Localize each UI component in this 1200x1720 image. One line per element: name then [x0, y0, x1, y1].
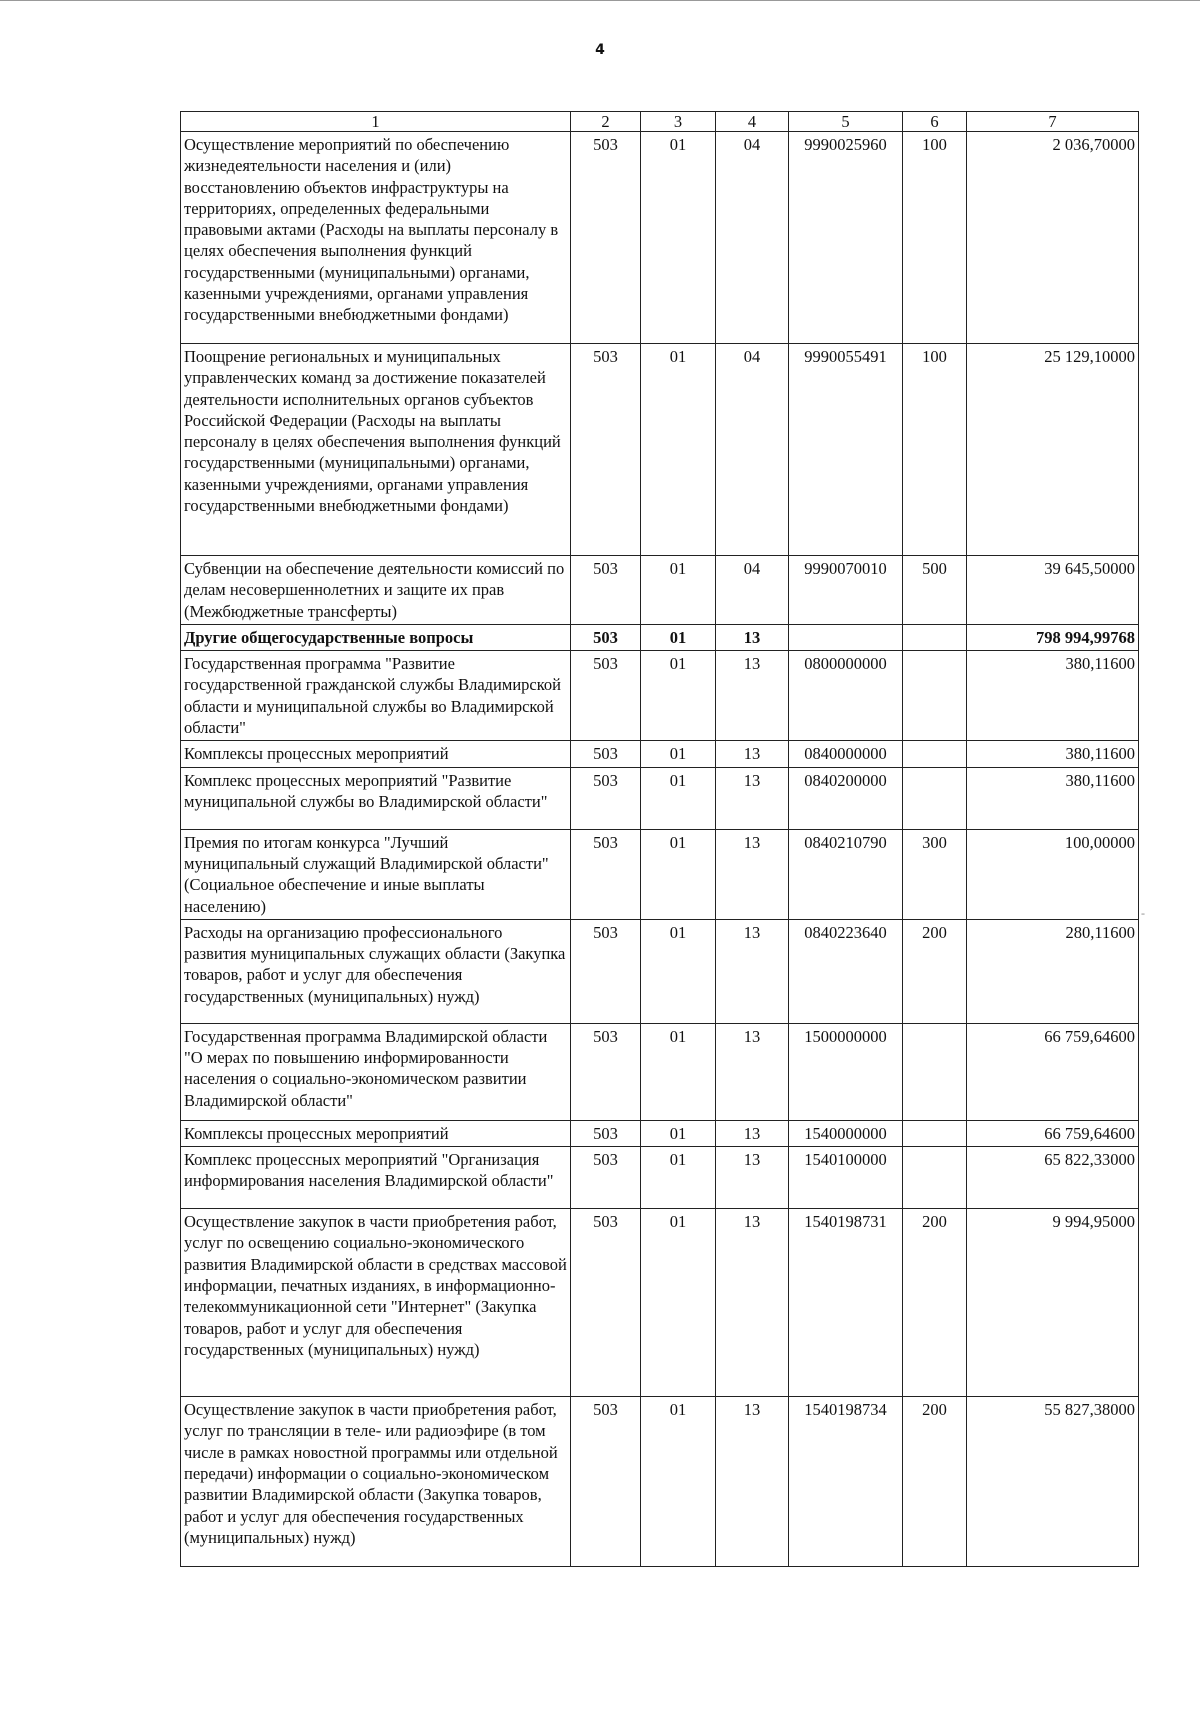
row-code-col3: 01 [641, 919, 716, 1023]
row-description: Осуществление закупок в части приобретения работ, услуг по трансляции в теле- или радиоэфире (в том числе в рамках новостной программы или отдельной передачи) информации о социально-экономическом развитии Владимирской области (Закупка товаров, работ и услуг для обеспечения государственных (муниципальных) нужд) [181, 1397, 571, 1567]
table-row [181, 624, 1139, 650]
row-amount: 39 645,50000 [967, 556, 1139, 625]
table-row [181, 767, 1139, 829]
row-code-col4: 04 [716, 556, 789, 625]
row-description: Комплекс процессных мероприятий "Организация информирования населения Владимирской области" [181, 1147, 571, 1209]
row-amount: 65 822,33000 [967, 1147, 1139, 1209]
row-code-col2: 503 [571, 624, 641, 650]
row-code-col6 [903, 1147, 967, 1209]
table-row [181, 741, 1139, 767]
row-description: Другие общегосударственные вопросы [181, 624, 571, 650]
row-description: Расходы на организацию профессионального развития муниципальных служащих области (Закупка товаров, работ и услуг для обеспечения государственных (муниципальных) нужд) [181, 919, 571, 1023]
row-description: Осуществление закупок в части приобретения работ, услуг по освещению социально-экономического развития Владимирской области в средствах массовой информации, печатных изданиях, в информационно-телекоммуникационной сети "Интернет" (Закупка товаров, работ и услуг для обеспечения государственных (муниципальных) нужд) [181, 1209, 571, 1397]
row-code-col6: 200 [903, 1209, 967, 1397]
row-code-col6: 500 [903, 556, 967, 625]
row-amount: 380,11600 [967, 651, 1139, 741]
row-code-col4: 13 [716, 624, 789, 650]
top-edge-rule [0, 0, 1200, 1]
row-code-col2: 503 [571, 1023, 641, 1120]
row-code-col3: 01 [641, 132, 716, 344]
row-code-col4: 13 [716, 829, 789, 919]
scan-mark: - [1141, 906, 1145, 920]
budget-table [180, 111, 1139, 1567]
row-code-col5: 9990070010 [789, 556, 903, 625]
row-code-col5: 0840210790 [789, 829, 903, 919]
row-code-col4: 13 [716, 1023, 789, 1120]
table-row [181, 1147, 1139, 1209]
row-description: Комплексы процессных мероприятий [181, 1120, 571, 1146]
page-number: 4 [595, 42, 605, 58]
row-description: Государственная программа "Развитие государственной гражданской службы Владимирской области и муниципальной службы во Владимирской области" [181, 651, 571, 741]
row-description: Комплексы процессных мероприятий [181, 741, 571, 767]
row-code-col6: 200 [903, 919, 967, 1023]
column-number: 5 [789, 112, 903, 132]
row-code-col3: 01 [641, 556, 716, 625]
table-row [181, 132, 1139, 344]
row-code-col4: 13 [716, 767, 789, 829]
row-code-col2: 503 [571, 1209, 641, 1397]
row-code-col3: 01 [641, 344, 716, 556]
table-body [181, 132, 1139, 1567]
row-code-col4: 13 [716, 1120, 789, 1146]
row-code-col5: 1540198734 [789, 1397, 903, 1567]
row-amount: 280,11600 [967, 919, 1139, 1023]
row-code-col4: 13 [716, 741, 789, 767]
column-number: 2 [571, 112, 641, 132]
row-amount: 798 994,99768 [967, 624, 1139, 650]
column-number-row [181, 112, 1139, 132]
row-code-col6: 200 [903, 1397, 967, 1567]
row-code-col3: 01 [641, 1147, 716, 1209]
row-code-col2: 503 [571, 132, 641, 344]
row-description: Субвенции на обеспечение деятельности комиссий по делам несовершеннолетних и защите их прав (Межбюджетные трансферты) [181, 556, 571, 625]
row-code-col3: 01 [641, 829, 716, 919]
table-row [181, 556, 1139, 625]
row-description: Осуществление мероприятий по обеспечению жизнедеятельности населения и (или) восстановлению объектов инфраструктуры на территориях, определенных федеральными правовыми актами (Расходы на выплаты персоналу в целях обеспечения выполнения функций государственными (муниципальными) органами, казенными учреждениями, органами управления государственными внебюджетными фондами) [181, 132, 571, 344]
row-description: Государственная программа Владимирской области "О мерах по повышению информированности населения о социально-экономическом развитии Владимирской области" [181, 1023, 571, 1120]
row-code-col3: 01 [641, 1120, 716, 1146]
table-row [181, 829, 1139, 919]
row-code-col2: 503 [571, 919, 641, 1023]
row-code-col6 [903, 1120, 967, 1146]
row-description: Премия по итогам конкурса "Лучший муниципальный служащий Владимирской области" (Социальное обеспечение и иные выплаты населению) [181, 829, 571, 919]
row-code-col4: 13 [716, 651, 789, 741]
row-code-col5: 9990055491 [789, 344, 903, 556]
row-code-col2: 503 [571, 651, 641, 741]
row-code-col5: 0840200000 [789, 767, 903, 829]
table-row [181, 651, 1139, 741]
row-code-col6 [903, 624, 967, 650]
row-code-col2: 503 [571, 767, 641, 829]
row-amount: 380,11600 [967, 767, 1139, 829]
row-code-col4: 04 [716, 132, 789, 344]
row-code-col4: 13 [716, 1397, 789, 1567]
row-code-col5: 0840000000 [789, 741, 903, 767]
row-code-col5: 1540100000 [789, 1147, 903, 1209]
row-description: Комплекс процессных мероприятий "Развитие муниципальной службы во Владимирской области" [181, 767, 571, 829]
table-row [181, 919, 1139, 1023]
row-code-col6: 300 [903, 829, 967, 919]
row-amount: 66 759,64600 [967, 1120, 1139, 1146]
table-row [181, 1397, 1139, 1567]
row-code-col6: 100 [903, 132, 967, 344]
row-code-col2: 503 [571, 1120, 641, 1146]
row-code-col4: 13 [716, 919, 789, 1023]
row-code-col2: 503 [571, 741, 641, 767]
row-amount: 55 827,38000 [967, 1397, 1139, 1567]
row-amount: 380,11600 [967, 741, 1139, 767]
row-code-col2: 503 [571, 344, 641, 556]
column-number: 7 [967, 112, 1139, 132]
row-code-col3: 01 [641, 767, 716, 829]
row-code-col6 [903, 1023, 967, 1120]
column-number: 1 [181, 112, 571, 132]
row-description: Поощрение региональных и муниципальных управленческих команд за достижение показателей деятельности исполнительных органов субъектов Российской Федерации (Расходы на выплаты персоналу в целях обеспечения выполнения функций государственными (муниципальными) органами, казенными учреждениями, органами управления государственными внебюджетными фондами) [181, 344, 571, 556]
row-amount: 9 994,95000 [967, 1209, 1139, 1397]
column-number: 3 [641, 112, 716, 132]
column-number: 6 [903, 112, 967, 132]
row-code-col5: 0840223640 [789, 919, 903, 1023]
row-code-col2: 503 [571, 556, 641, 625]
row-code-col3: 01 [641, 1397, 716, 1567]
row-code-col5 [789, 624, 903, 650]
row-code-col5: 9990025960 [789, 132, 903, 344]
row-amount: 25 129,10000 [967, 344, 1139, 556]
table-row [181, 1023, 1139, 1120]
table-row [181, 1209, 1139, 1397]
row-code-col6: 100 [903, 344, 967, 556]
row-code-col5: 1540198731 [789, 1209, 903, 1397]
row-code-col5: 1500000000 [789, 1023, 903, 1120]
table-row [181, 1120, 1139, 1146]
row-amount: 2 036,70000 [967, 132, 1139, 344]
row-code-col2: 503 [571, 1147, 641, 1209]
row-code-col6 [903, 651, 967, 741]
row-code-col6 [903, 741, 967, 767]
row-amount: 100,00000 [967, 829, 1139, 919]
row-code-col5: 0800000000 [789, 651, 903, 741]
row-code-col3: 01 [641, 651, 716, 741]
row-code-col5: 1540000000 [789, 1120, 903, 1146]
table-row [181, 344, 1139, 556]
row-amount: 66 759,64600 [967, 1023, 1139, 1120]
row-code-col4: 13 [716, 1209, 789, 1397]
row-code-col2: 503 [571, 829, 641, 919]
row-code-col2: 503 [571, 1397, 641, 1567]
row-code-col3: 01 [641, 624, 716, 650]
row-code-col4: 04 [716, 344, 789, 556]
row-code-col3: 01 [641, 1023, 716, 1120]
column-number: 4 [716, 112, 789, 132]
row-code-col3: 01 [641, 1209, 716, 1397]
row-code-col6 [903, 767, 967, 829]
row-code-col3: 01 [641, 741, 716, 767]
row-code-col4: 13 [716, 1147, 789, 1209]
